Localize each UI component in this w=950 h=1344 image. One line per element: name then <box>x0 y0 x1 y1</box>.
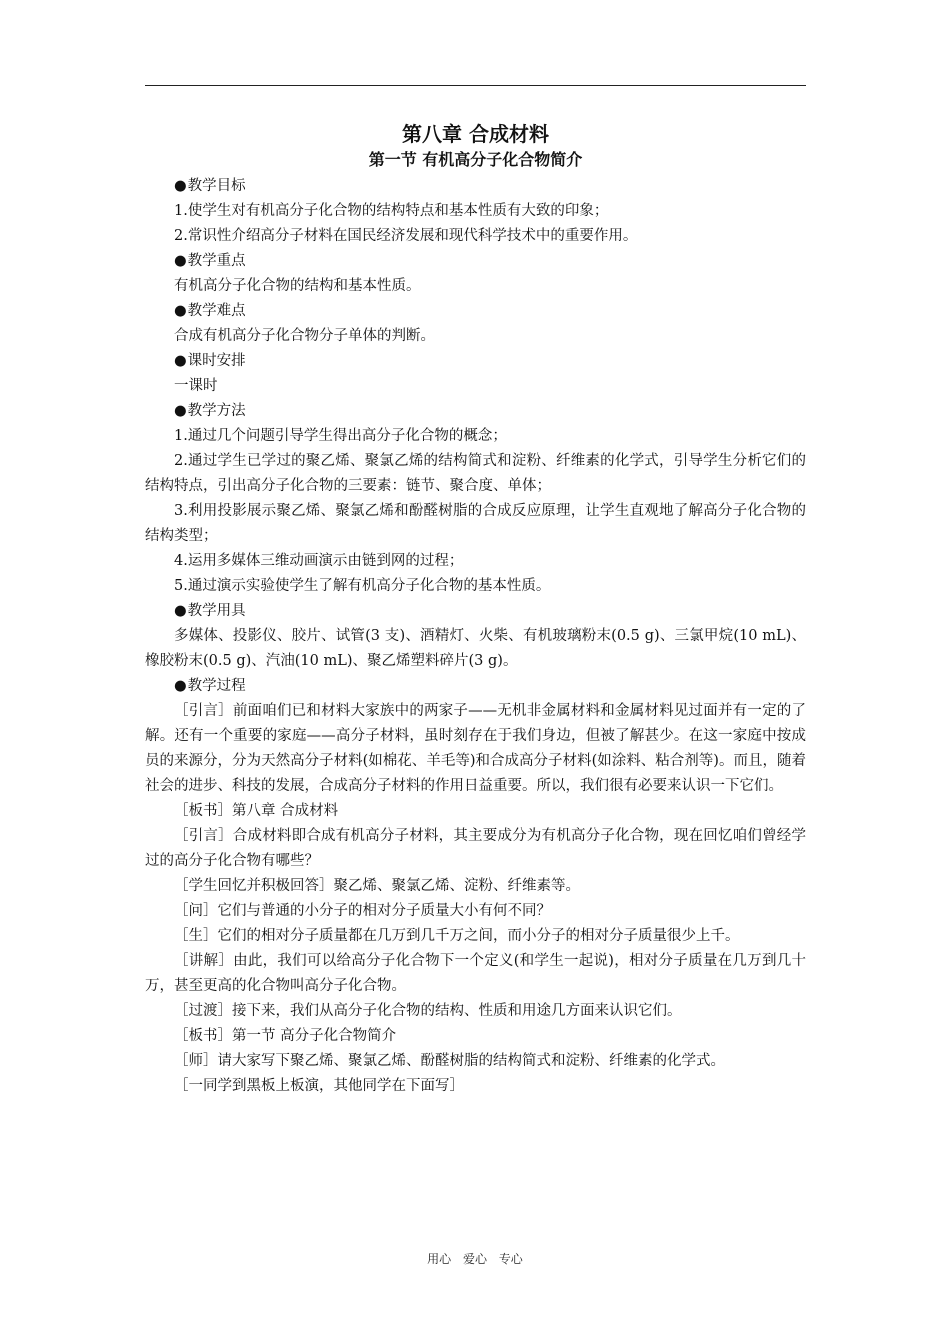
goal-heading: ●教学目标 <box>174 178 246 194</box>
method-item: 2.通过学生已学过的聚乙烯、聚氯乙烯的结构简式和淀粉、纤维素的化学式，引导学生分析它们的结构特点，引出高分子化合物的三要素：链节、聚合度、单体； <box>145 453 806 494</box>
chapter-title: 第八章 合成材料 <box>402 122 549 146</box>
bullet-icon: ● <box>174 178 187 194</box>
schedule-heading: ●课时安排 <box>174 353 246 369</box>
schedule-text: 一课时 <box>174 378 218 394</box>
method-item: 1.通过几个问题引导学生得出高分子化合物的概念； <box>174 428 507 444</box>
difficulty-text: 合成有机高分子化合物分子单体的判断。 <box>174 328 435 344</box>
tools-text: 多媒体、投影仪、胶片、试管(3 支)、酒精灯、火柴、有机玻璃粉末(0.5 g)、三氯甲烷(10 mL)、橡胶粉末(0.5 g)、汽油(10 mL)、聚乙烯塑料碎片(3 g)。 <box>145 628 806 669</box>
bullet-icon: ● <box>174 353 187 369</box>
process-paragraph: ［板书］第八章 合成材料 <box>174 803 339 819</box>
method-item: 3.利用投影展示聚乙烯、聚氯乙烯和酚醛树脂的合成反应原理，让学生直观地了解高分子化合物的结构类型； <box>145 503 806 544</box>
header-rule <box>145 85 806 86</box>
process-paragraph: ［学生回忆并积极回答］聚乙烯、聚氯乙烯、淀粉、纤维素等。 <box>174 878 580 894</box>
process-heading: ●教学过程 <box>174 678 246 694</box>
method-item: 5.通过演示实验使学生了解有机高分子化合物的基本性质。 <box>174 578 551 594</box>
goal-item: 1.使学生对有机高分子化合物的结构特点和基本性质有大致的印象； <box>174 203 609 219</box>
bullet-icon: ● <box>174 603 187 619</box>
document-body <box>145 120 806 1099</box>
bullet-icon: ● <box>174 678 187 694</box>
focus-heading: ●教学重点 <box>174 253 246 269</box>
process-paragraph: ［引言］前面咱们已和材料大家族中的两家子——无机非金属材料和金属材料见过面并有一定的了解。还有一个重要的家庭——高分子材料，虽时刻存在于我们身边，但被了解甚少。在这一家庭中按成员的来源分，分为天然高分子材料(如棉花、羊毛等)和合成高分子材料(如涂料、粘合剂等)。而且，随着社会的进步、科技的发展，合成高分子材料的作用日益重要。所以，我们很有必要来认识一下它们。 <box>145 703 806 794</box>
process-paragraph: ［讲解］由此，我们可以给高分子化合物下一个定义(和学生一起说)，相对分子质量在几万到几十万，甚至更高的化合物叫高分子化合物。 <box>145 953 806 994</box>
goal-item: 2.常识性介绍高分子材料在国民经济发展和现代科学技术中的重要作用。 <box>174 228 638 244</box>
process-paragraph: ［师］请大家写下聚乙烯、聚氯乙烯、酚醛树脂的结构简式和淀粉、纤维素的化学式。 <box>174 1053 725 1069</box>
page-footer: 用心 爱心 专心 <box>427 1252 523 1266</box>
process-paragraph: ［板书］第一节 高分子化合物简介 <box>174 1028 397 1044</box>
method-heading: ●教学方法 <box>174 403 246 419</box>
process-paragraph: ［过渡］接下来，我们从高分子化合物的结构、性质和用途几方面来认识它们。 <box>174 1003 682 1019</box>
tools-heading: ●教学用具 <box>174 603 246 619</box>
process-paragraph: ［生］它们的相对分子质量都在几万到几千万之间，而小分子的相对分子质量很少上千。 <box>174 928 740 944</box>
process-paragraph: ［问］它们与普通的小分子的相对分子质量大小有何不同？ <box>174 903 551 919</box>
focus-text: 有机高分子化合物的结构和基本性质。 <box>174 278 421 294</box>
bullet-icon: ● <box>174 403 187 419</box>
method-item: 4.运用多媒体三维动画演示由链到网的过程； <box>174 553 464 569</box>
section-title: 第一节 有机高分子化合物简介 <box>368 150 583 169</box>
difficulty-heading: ●教学难点 <box>174 303 246 319</box>
process-paragraph: ［引言］合成材料即合成有机高分子材料，其主要成分为有机高分子化合物，现在回忆咱们曾经学过的高分子化合物有哪些？ <box>145 828 806 869</box>
process-paragraph: ［一同学到黑板上板演，其他同学在下面写］ <box>174 1078 464 1094</box>
bullet-icon: ● <box>174 253 187 269</box>
bullet-icon: ● <box>174 303 187 319</box>
